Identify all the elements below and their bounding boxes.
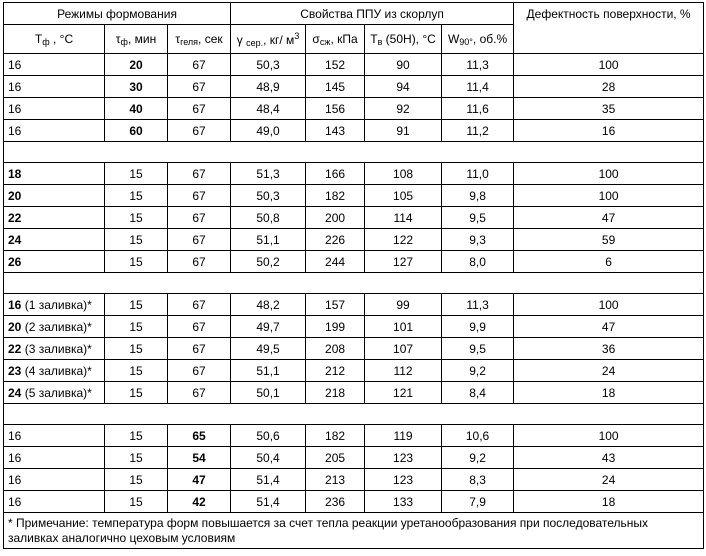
cell-compressive-strength: 226 <box>306 229 365 251</box>
cell-mold-temp: 23 (4 заливка)* <box>4 360 105 382</box>
table-row <box>4 316 704 338</box>
cell-mold-temp: 16 <box>4 469 105 491</box>
cell-mold-temp: 16 <box>4 447 105 469</box>
group-separator-row <box>4 273 704 294</box>
cell-softening-temp: 92 <box>365 98 442 120</box>
cell-softening-temp: 121 <box>365 382 442 404</box>
header-surface-defect: Дефектность поверхности, % <box>514 3 704 54</box>
cell-mold-time: 15 <box>105 338 168 360</box>
cell-surface-defect: 18 <box>514 382 704 404</box>
cell-density: 50,6 <box>231 425 306 447</box>
cell-gel-time: 67 <box>168 338 231 360</box>
cell-density: 49,5 <box>231 338 306 360</box>
cell-softening-temp: 119 <box>365 425 442 447</box>
cell-surface-defect: 36 <box>514 338 704 360</box>
header-mold-time: $\tau_ф$, мин <box>105 25 168 54</box>
cell-softening-temp: 122 <box>365 229 442 251</box>
header-water-absorption: $W_{90^\circ}$, об.% <box>442 25 514 54</box>
cell-softening-temp: 112 <box>365 360 442 382</box>
cell-compressive-strength: 213 <box>306 469 365 491</box>
group-separator-row <box>4 404 704 425</box>
cell-compressive-strength: 152 <box>306 54 365 76</box>
table-row <box>4 54 704 76</box>
cell-density: 48,4 <box>231 98 306 120</box>
header-density: γ $_{сер.}$, кг/ $м^3$ <box>231 25 306 54</box>
cell-compressive-strength: 182 <box>306 425 365 447</box>
cell-gel-time: 67 <box>168 163 231 185</box>
cell-surface-defect: 47 <box>514 207 704 229</box>
cell-density: 51,1 <box>231 360 306 382</box>
cell-surface-defect: 24 <box>514 360 704 382</box>
table-row <box>4 163 704 185</box>
cell-gel-time: 67 <box>168 360 231 382</box>
cell-compressive-strength: 143 <box>306 120 365 142</box>
separator-cell <box>4 404 704 425</box>
cell-compressive-strength: 200 <box>306 207 365 229</box>
foam-properties-table <box>3 2 704 549</box>
cell-water-absorption: 8,4 <box>442 382 514 404</box>
cell-density: 49,0 <box>231 120 306 142</box>
cell-surface-defect: 43 <box>514 447 704 469</box>
cell-softening-temp: 101 <box>365 316 442 338</box>
table-row <box>4 207 704 229</box>
header-molding-modes: Режимы формования <box>4 3 231 25</box>
cell-gel-time: 67 <box>168 54 231 76</box>
table-row <box>4 294 704 316</box>
cell-gel-time: 67 <box>168 251 231 273</box>
cell-mold-time: 15 <box>105 360 168 382</box>
cell-mold-time: 15 <box>105 207 168 229</box>
cell-mold-time: 15 <box>105 469 168 491</box>
cell-mold-temp: 16 <box>4 54 105 76</box>
header-mold-temp: $T_ф$ , °С <box>4 25 105 54</box>
table-row <box>4 251 704 273</box>
cell-softening-temp: 107 <box>365 338 442 360</box>
cell-mold-temp: 26 <box>4 251 105 273</box>
cell-softening-temp: 90 <box>365 54 442 76</box>
cell-mold-temp: 16 <box>4 98 105 120</box>
cell-mold-time: 15 <box>105 491 168 513</box>
table-row <box>4 360 704 382</box>
cell-gel-time: 67 <box>168 382 231 404</box>
cell-surface-defect: 100 <box>514 294 704 316</box>
cell-surface-defect: 100 <box>514 163 704 185</box>
cell-water-absorption: 11,6 <box>442 98 514 120</box>
cell-gel-time: 67 <box>168 76 231 98</box>
cell-compressive-strength: 218 <box>306 382 365 404</box>
cell-mold-temp: 16 <box>4 120 105 142</box>
cell-density: 50,3 <box>231 54 306 76</box>
cell-mold-temp: 24 (5 заливка)* <box>4 382 105 404</box>
cell-gel-time: 67 <box>168 98 231 120</box>
cell-surface-defect: 18 <box>514 491 704 513</box>
cell-mold-temp: 16 <box>4 491 105 513</box>
cell-softening-temp: 123 <box>365 469 442 491</box>
cell-softening-temp: 94 <box>365 76 442 98</box>
cell-mold-time: 15 <box>105 382 168 404</box>
header-foam-properties: Свойства ППУ из скорлуп <box>231 3 514 25</box>
cell-water-absorption: 11,3 <box>442 294 514 316</box>
group-separator-row <box>4 142 704 163</box>
cell-water-absorption: 11,0 <box>442 163 514 185</box>
cell-surface-defect: 35 <box>514 98 704 120</box>
cell-surface-defect: 24 <box>514 469 704 491</box>
cell-water-absorption: 9,8 <box>442 185 514 207</box>
cell-surface-defect: 100 <box>514 425 704 447</box>
cell-mold-time: 15 <box>105 163 168 185</box>
cell-water-absorption: 8,0 <box>442 251 514 273</box>
cell-surface-defect: 100 <box>514 54 704 76</box>
table-row <box>4 491 704 513</box>
footnote-text: * Примечание: температура форм повышается за счет тепла реакции уретанообразования при последовательных заливках аналогично цеховым условиям <box>4 513 704 549</box>
cell-mold-time: 15 <box>105 316 168 338</box>
cell-density: 49,7 <box>231 316 306 338</box>
header-row-groups <box>4 3 704 25</box>
cell-gel-time: 67 <box>168 120 231 142</box>
cell-gel-time: 67 <box>168 229 231 251</box>
cell-mold-temp: 24 <box>4 229 105 251</box>
cell-density: 48,9 <box>231 76 306 98</box>
cell-compressive-strength: 166 <box>306 163 365 185</box>
cell-compressive-strength: 236 <box>306 491 365 513</box>
cell-gel-time: 42 <box>168 491 231 513</box>
cell-compressive-strength: 244 <box>306 251 365 273</box>
table-row <box>4 447 704 469</box>
cell-mold-time: 30 <box>105 76 168 98</box>
cell-water-absorption: 11,4 <box>442 76 514 98</box>
cell-compressive-strength: 208 <box>306 338 365 360</box>
table-row <box>4 98 704 120</box>
cell-density: 50,1 <box>231 382 306 404</box>
table-row <box>4 76 704 98</box>
cell-water-absorption: 9,5 <box>442 338 514 360</box>
cell-mold-temp: 16 <box>4 425 105 447</box>
cell-gel-time: 65 <box>168 425 231 447</box>
cell-softening-temp: 105 <box>365 185 442 207</box>
cell-water-absorption: 10,6 <box>442 425 514 447</box>
separator-cell <box>4 142 704 163</box>
cell-softening-temp: 99 <box>365 294 442 316</box>
cell-softening-temp: 114 <box>365 207 442 229</box>
table-row <box>4 120 704 142</box>
cell-mold-time: 15 <box>105 229 168 251</box>
table-row <box>4 469 704 491</box>
cell-density: 51,1 <box>231 229 306 251</box>
cell-gel-time: 54 <box>168 447 231 469</box>
cell-gel-time: 67 <box>168 316 231 338</box>
table-row <box>4 382 704 404</box>
header-gel-time: $\tau_{геля}$, сек <box>168 25 231 54</box>
cell-softening-temp: 108 <box>365 163 442 185</box>
cell-mold-temp: 16 (1 заливка)* <box>4 294 105 316</box>
table-row <box>4 185 704 207</box>
cell-mold-temp: 22 (3 заливка)* <box>4 338 105 360</box>
cell-mold-temp: 20 (2 заливка)* <box>4 316 105 338</box>
cell-density: 51,3 <box>231 163 306 185</box>
cell-mold-time: 15 <box>105 251 168 273</box>
table-row <box>4 229 704 251</box>
cell-compressive-strength: 156 <box>306 98 365 120</box>
cell-mold-time: 20 <box>105 54 168 76</box>
footnote-row <box>4 513 704 549</box>
cell-compressive-strength: 145 <box>306 76 365 98</box>
cell-compressive-strength: 205 <box>306 447 365 469</box>
cell-surface-defect: 6 <box>514 251 704 273</box>
cell-mold-time: 15 <box>105 425 168 447</box>
cell-gel-time: 67 <box>168 207 231 229</box>
cell-water-absorption: 9,5 <box>442 207 514 229</box>
cell-density: 51,4 <box>231 469 306 491</box>
cell-softening-temp: 133 <box>365 491 442 513</box>
cell-water-absorption: 9,2 <box>442 360 514 382</box>
cell-water-absorption: 9,2 <box>442 447 514 469</box>
header-softening-temp: $T_в$ (50Н), °С <box>365 25 442 54</box>
cell-water-absorption: 9,9 <box>442 316 514 338</box>
cell-surface-defect: 100 <box>514 185 704 207</box>
cell-mold-time: 60 <box>105 120 168 142</box>
cell-mold-temp: 22 <box>4 207 105 229</box>
cell-density: 51,4 <box>231 491 306 513</box>
cell-density: 48,2 <box>231 294 306 316</box>
cell-water-absorption: 11,2 <box>442 120 514 142</box>
cell-density: 50,2 <box>231 251 306 273</box>
cell-surface-defect: 28 <box>514 76 704 98</box>
cell-mold-time: 15 <box>105 447 168 469</box>
cell-gel-time: 47 <box>168 469 231 491</box>
cell-water-absorption: 9,3 <box>442 229 514 251</box>
cell-density: 50,4 <box>231 447 306 469</box>
cell-surface-defect: 59 <box>514 229 704 251</box>
cell-mold-time: 15 <box>105 185 168 207</box>
cell-water-absorption: 11,3 <box>442 54 514 76</box>
cell-water-absorption: 8,3 <box>442 469 514 491</box>
cell-mold-time: 40 <box>105 98 168 120</box>
cell-density: 50,8 <box>231 207 306 229</box>
cell-compressive-strength: 199 <box>306 316 365 338</box>
cell-softening-temp: 91 <box>365 120 442 142</box>
cell-water-absorption: 7,9 <box>442 491 514 513</box>
cell-mold-temp: 18 <box>4 163 105 185</box>
header-compressive-strength: $\sigma_{сж}$, кПа <box>306 25 365 54</box>
cell-compressive-strength: 212 <box>306 360 365 382</box>
table-row <box>4 338 704 360</box>
cell-gel-time: 67 <box>168 185 231 207</box>
table-row <box>4 425 704 447</box>
cell-softening-temp: 127 <box>365 251 442 273</box>
cell-mold-temp: 20 <box>4 185 105 207</box>
cell-density: 50,3 <box>231 185 306 207</box>
cell-gel-time: 67 <box>168 294 231 316</box>
cell-compressive-strength: 157 <box>306 294 365 316</box>
cell-softening-temp: 123 <box>365 447 442 469</box>
cell-surface-defect: 16 <box>514 120 704 142</box>
cell-surface-defect: 47 <box>514 316 704 338</box>
cell-mold-temp: 16 <box>4 76 105 98</box>
separator-cell <box>4 273 704 294</box>
cell-mold-time: 15 <box>105 294 168 316</box>
cell-compressive-strength: 182 <box>306 185 365 207</box>
